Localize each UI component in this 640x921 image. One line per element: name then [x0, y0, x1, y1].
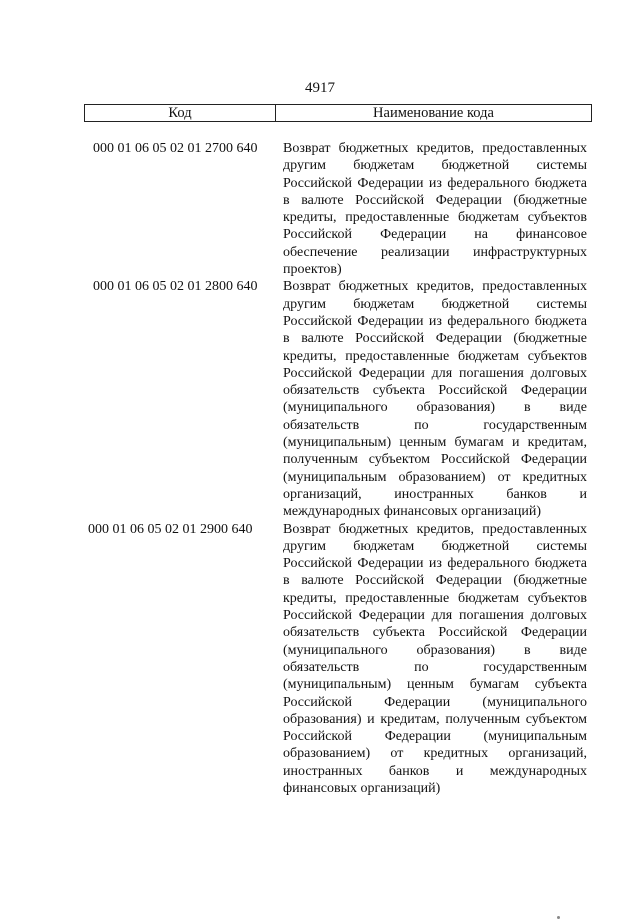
entry-description: Возврат бюджетных кредитов, предоставленных другим бюджетам бюджетной системы Российской Федерации из федерального бюджета в валюте Российской Федерации (бюджетные кредиты, предоставленные бюджетам субъектов Российской Федерации для погашения долговых обязательств субъекта Российской Федерации (муниципального образования) в виде обязательств по государственным (муниципальным) ценным бумагам субъекта Российской Федерации (муниципального образования) и кредитам, полученным субъектом Российской Федерации (муниципальным образованием) от кредитных организаций, иностранных банков и международных финансовых организаций) [283, 521, 587, 796]
entry-description: Возврат бюджетных кредитов, предоставленных другим бюджетам бюджетной системы Российской Федерации из федерального бюджета в валюте Российской Федерации (бюджетные кредиты, предоставленные бюджетам субъектов Российской Федерации для погашения долговых обязательств субъекта Российской Федерации (муниципального образования) в виде обязательств по государственным (муниципальным) ценным бумагам и кредитам, полученным субъектом Российской Федерации (муниципальным образованием) от кредитных организаций, иностранных банков и международных финансовых организаций) [283, 279, 587, 520]
code-entry [0, 278, 640, 520]
table-header [84, 104, 592, 122]
header-code-column: Код [85, 105, 276, 121]
code-entry [0, 521, 640, 798]
entry-code: 000 01 06 05 02 01 2700 640 [93, 141, 258, 156]
header-name-column: Наименование кода [373, 105, 494, 121]
entry-description: Возврат бюджетных кредитов, предоставленных другим бюджетам бюджетной системы Российской Федерации из федерального бюджета в валюте Российской Федерации (бюджетные кредиты, предоставленные бюджетам субъектов Российской Федерации на финансовое обеспечение реализации инфраструктурных проектов) [283, 141, 587, 278]
code-entries-list [0, 140, 640, 797]
page-number: 4917 [305, 80, 335, 96]
code-entry [0, 140, 640, 278]
entry-code: 000 01 06 05 02 01 2900 640 [88, 521, 253, 537]
scan-dot [557, 916, 560, 919]
entry-code: 000 01 06 05 02 01 2800 640 [93, 279, 258, 295]
